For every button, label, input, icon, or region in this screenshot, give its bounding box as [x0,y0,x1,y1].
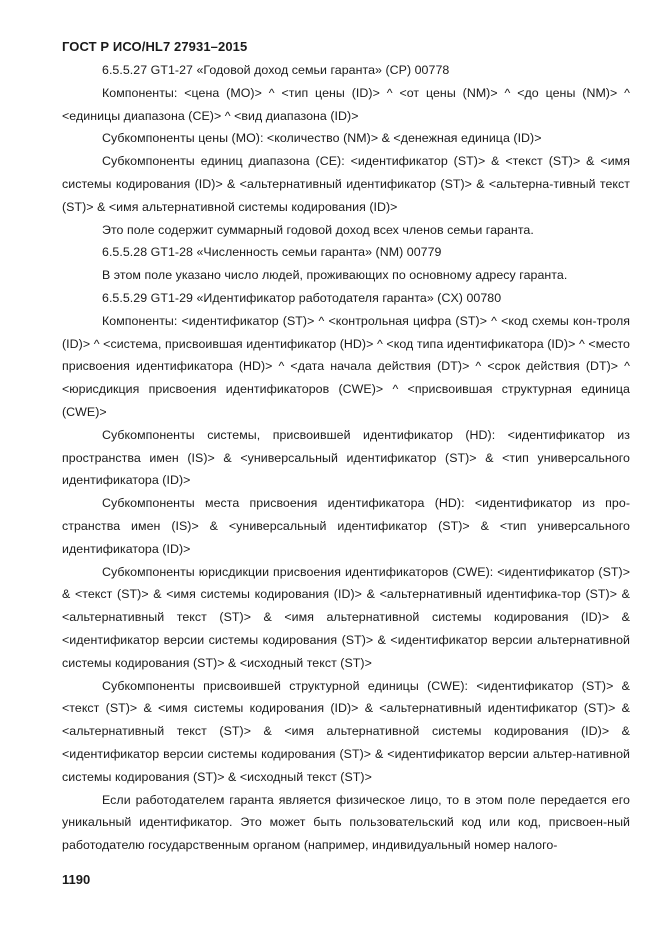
standard-designation: ГОСТ Р ИСО/HL7 27931–2015 [62,39,248,54]
field-description-paragraph: В этом поле указано число людей, проживающих по основному адресу гаранта. [102,268,568,283]
field-description-paragraph: Это поле содержит суммарный годовой доход всех членов семьи гаранта. [102,222,534,237]
subcomponents-price-paragraph: Субкомпоненты цены (MO): <количество (NM)> & <денежная единица (ID)> [102,131,542,146]
employer-id-description-paragraph: Если работодателем гаранта является физическое лицо, то в этом поле передается его уникальный идентификатор. Это может быть пользовательский код или код, присвоен-ный работодателю государственным органом (например, индивидуальный номер налого- [62,792,630,853]
subcomponents-assigning-system-paragraph: Субкомпоненты системы, присвоившей идентификатор (HD): <идентификатор из пространства имен (IS)> & <универсальный идентификатор (ST)> & <тип универсального идентификатора (ID)> [62,427,630,488]
page-number: 1190 [62,872,91,887]
subcomponents-range-units-paragraph: Субкомпоненты единиц диапазона (CE): <идентификатор (ST)> & <текст (ST)> & <имя системы кодирования (ID)> & <альтернативный идентификатор (ST)> & <альтерна-тивный текст (ST)> & <имя альтернативной системы кодирования (ID)> [62,154,630,214]
subcomponents-jurisdiction-paragraph: Субкомпоненты юрисдикции присвоения идентификаторов (CWE): <идентификатор (ST)> & <текст (ST)> & <имя системы кодирования (ID)> & <альтернативный идентифика-тор (ST)> & <альтернативный текст (ST)> & <имя альтернативной системы кодирования (ID)> & <идентификатор версии системы кодирования (ST)> & <идентификатор версии альтернативной системы кодирования (ST)> & <исходный текст (ST)> [62,564,630,670]
subcomponents-agency-paragraph: Субкомпоненты присвоившей структурной единицы (CWE): <идентификатор (ST)> & <текст (ST)> & <имя системы кодирования (ID)> & <альтернативный идентификатор (ST)> & <альтернативный текст (ST)> & <имя альтернативной системы кодирования (ID)> & <идентификатор версии системы кодирования (ST)> & <идентификатор версии альтер-нативной системы кодирования (ST)> & <исходный текст (ST)> [62,678,630,784]
section-heading-6-5-5-27: 6.5.5.27 GT1-27 «Годовой доход семьи гаранта» (CP) 00778 [102,63,450,77]
document-page [62,38,630,857]
section-heading-6-5-5-28: 6.5.5.28 GT1-28 «Численность семьи гаранта» (NM) 00779 [102,245,442,260]
components-paragraph: Компоненты: <идентификатор (ST)> ^ <контрольная цифра (ST)> ^ <код схемы кон-троля (ID)> ^ <система, присвоившая идентификатор (HD)> ^ <код типа идентификатора (ID)> ^ <место присвоения идентификатора (HD)> ^ <дата начала действия (DT)> ^ <срок действия (DT)> ^ <юрисдикция присвоения идентификаторов (CWE)> ^ <присвоившая структурная единица (CWE)> [62,313,630,419]
subcomponents-assigning-facility-paragraph: Субкомпоненты места присвоения идентификатора (HD): <идентификатор из про-странства имен (IS)> & <универсальный идентификатор (ST)> & <тип универсального идентификатора (ID)> [62,496,630,556]
section-heading-6-5-5-29: 6.5.5.29 GT1-29 «Идентификатор работодателя гаранта» (CX) 00780 [102,290,502,305]
components-paragraph: Компоненты: <цена (MO)> ^ <тип цены (ID)> ^ <от цены (NM)> ^ <до цены (NM)> ^ <единицы диапазона (CE)> ^ <вид диапазона (ID)> [62,85,630,123]
